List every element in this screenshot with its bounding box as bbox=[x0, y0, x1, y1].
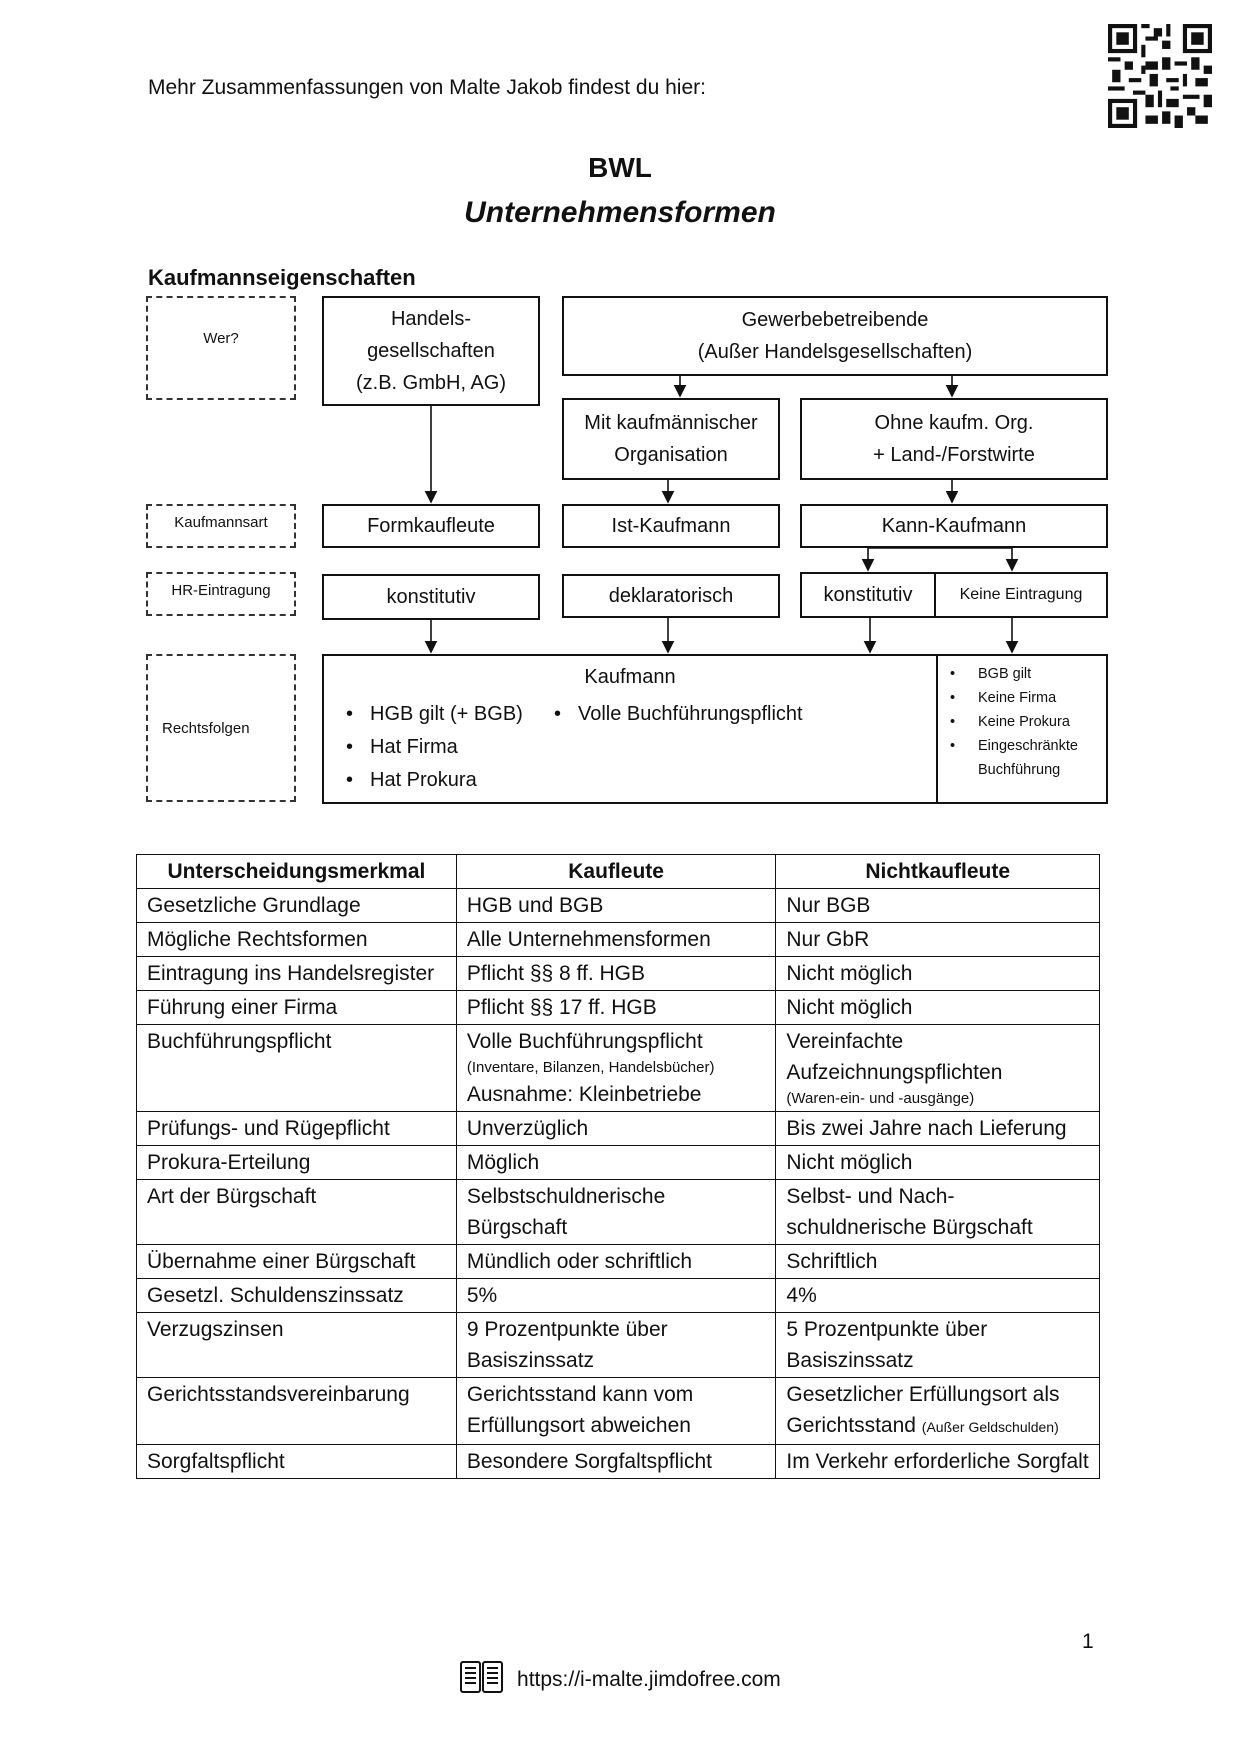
kaufmann-panel bbox=[324, 656, 938, 802]
table-cell: Pflicht §§ 17 ff. HGB bbox=[456, 991, 776, 1025]
box-hr-keine bbox=[934, 572, 1108, 618]
table-cell: Mögliche Rechtsformen bbox=[137, 923, 457, 957]
table-row bbox=[137, 1180, 1100, 1245]
table-row bbox=[137, 991, 1100, 1025]
box-kann-kaufmann-text: Kann-Kaufmann bbox=[881, 515, 1027, 537]
table-cell: Schriftlich bbox=[776, 1245, 1100, 1279]
row-label-wer-text: Wer? bbox=[203, 330, 239, 347]
table-cell: HGB und BGB bbox=[456, 889, 776, 923]
section-title: Kaufmannseigenschaften bbox=[148, 265, 416, 290]
table-row bbox=[137, 889, 1100, 923]
row-label-hr-text: HR-Eintragung bbox=[171, 581, 271, 599]
list-item: • Eingeschränkte Buchführung bbox=[938, 734, 1106, 782]
header-text: Mehr Zusammenfassungen von Malte Jakob findest du hier: bbox=[148, 76, 706, 99]
table-row bbox=[137, 1112, 1100, 1146]
table-cell bbox=[776, 1025, 1100, 1112]
box-ist-kaufmann-text: Ist-Kaufmann bbox=[611, 515, 731, 537]
table-cell: Gerichtsstand kann vom Erfüllungsort abweichen bbox=[456, 1378, 776, 1445]
box-handelsgesellschaften-line: gesellschaften bbox=[367, 340, 495, 362]
box-formkaufleute bbox=[322, 504, 540, 548]
table-cell: Mündlich oder schriftlich bbox=[456, 1245, 776, 1279]
row-label-kaufmannsart bbox=[146, 504, 296, 548]
table-row bbox=[137, 923, 1100, 957]
table-row bbox=[137, 957, 1100, 991]
box-ist-kaufmann bbox=[562, 504, 780, 548]
table-row bbox=[137, 1146, 1100, 1180]
table-cell-text: Ausnahme: Kleinbetriebe bbox=[466, 1083, 702, 1106]
page-title: Unternehmensformen bbox=[464, 196, 776, 229]
qr-code-icon bbox=[1108, 24, 1212, 128]
table-cell: Selbstschuldnerische Bürgschaft bbox=[456, 1180, 776, 1245]
table-cell: 9 Prozentpunkte über Basiszinssatz bbox=[456, 1313, 776, 1378]
table-cell: 5% bbox=[456, 1279, 776, 1313]
table-cell: Möglich bbox=[456, 1146, 776, 1180]
table-header: Kaufleute bbox=[456, 855, 776, 889]
list-item: • Keine Firma bbox=[938, 686, 1106, 710]
table-cell: Nicht möglich bbox=[776, 957, 1100, 991]
box-kann-kaufmann bbox=[800, 504, 1108, 548]
table-cell: Nur GbR bbox=[776, 923, 1100, 957]
box-hr-deklaratorisch-text: deklaratorisch bbox=[608, 585, 734, 607]
list-item: • Volle Buchführungspflicht bbox=[542, 698, 803, 731]
table-cell: Gesetzliche Grundlage bbox=[137, 889, 457, 923]
table-cell: Übernahme einer Bürgschaft bbox=[137, 1245, 457, 1279]
kaufmann-title: Kaufmann bbox=[584, 666, 676, 688]
box-ohne-org-line: Ohne kaufm. Org. bbox=[874, 412, 1034, 434]
table-cell: Unverzüglich bbox=[456, 1112, 776, 1146]
table-cell bbox=[456, 1025, 776, 1112]
table-cell-note: (Waren-ein- und -ausgänge) bbox=[786, 1090, 975, 1107]
list-item: • Hat Firma bbox=[334, 731, 523, 764]
table-cell: Prüfungs- und Rügepflicht bbox=[137, 1112, 457, 1146]
row-label-hr bbox=[146, 572, 296, 616]
box-mit-org-line: Mit kaufmännischer bbox=[584, 412, 758, 434]
box-handelsgesellschaften-line: (z.B. GmbH, AG) bbox=[355, 372, 507, 394]
list-item: • Keine Prokura bbox=[938, 710, 1106, 734]
table-cell bbox=[776, 1378, 1100, 1445]
table-header-row bbox=[137, 855, 1100, 889]
table-row bbox=[137, 1378, 1100, 1445]
box-gewerbetreibende bbox=[562, 296, 1108, 376]
footer-link[interactable]: https://i-malte.jimdofree.com bbox=[517, 1668, 781, 1691]
table-cell: Besondere Sorgfaltspflicht bbox=[456, 1445, 776, 1479]
list-item: • Hat Prokura bbox=[334, 764, 523, 797]
table-cell: Art der Bürgschaft bbox=[137, 1180, 457, 1245]
box-mit-org bbox=[562, 398, 780, 480]
table-row bbox=[137, 1313, 1100, 1378]
table-cell-text: Vereinfachte Aufzeichnungspflichten bbox=[786, 1030, 1003, 1084]
table-cell: Bis zwei Jahre nach Lieferung bbox=[776, 1112, 1100, 1146]
table-row bbox=[137, 1025, 1100, 1112]
table-cell-note: (Außer Geldschulden) bbox=[921, 1419, 1059, 1435]
table-cell: Nicht möglich bbox=[776, 991, 1100, 1025]
table-cell: Im Verkehr erforderliche Sorgfalt bbox=[776, 1445, 1100, 1479]
box-gewerbetreibende-line: Gewerbebetreibende bbox=[741, 309, 929, 331]
box-hr-kann-konstitutiv-text: konstitutiv bbox=[823, 584, 913, 606]
box-mit-org-line: Organisation bbox=[614, 444, 728, 466]
table-cell-text: Gesetzlicher Erfüllungsort als Gerichtsstand bbox=[786, 1383, 1060, 1437]
table-row bbox=[137, 1245, 1100, 1279]
page-subject: BWL bbox=[588, 152, 652, 183]
box-rechtsfolgen bbox=[322, 654, 1108, 804]
table-header: Nichtkaufleute bbox=[776, 855, 1100, 889]
box-hr-konstitutiv-text: konstitutiv bbox=[386, 586, 476, 608]
box-formkaufleute-text: Formkaufleute bbox=[367, 515, 495, 537]
list-item: • HGB gilt (+ BGB) bbox=[334, 698, 523, 731]
row-label-wer bbox=[146, 296, 296, 400]
box-handelsgesellschaften bbox=[322, 296, 540, 406]
row-label-rechtsfolgen-text: Rechtsfolgen bbox=[162, 719, 250, 737]
box-hr-kann-konstitutiv bbox=[800, 572, 936, 618]
table-cell: 5 Prozentpunkte über Basiszinssatz bbox=[776, 1313, 1100, 1378]
nichtkaufmann-list bbox=[938, 662, 1106, 782]
table-cell-text: Volle Buchführungspflicht bbox=[466, 1030, 703, 1053]
row-label-kaufmannsart-text: Kaufmannsart bbox=[174, 513, 268, 531]
table-header: Unterscheidungsmerkmal bbox=[137, 855, 457, 889]
list-item: • BGB gilt bbox=[938, 662, 1106, 686]
table-cell: Alle Unternehmensformen bbox=[456, 923, 776, 957]
box-hr-konstitutiv bbox=[322, 574, 540, 620]
row-label-rechtsfolgen bbox=[146, 654, 296, 802]
table-cell: 4% bbox=[776, 1279, 1100, 1313]
page-number: 1 bbox=[1082, 1630, 1094, 1653]
table-cell: Pflicht §§ 8 ff. HGB bbox=[456, 957, 776, 991]
box-hr-keine-text: Keine Eintragung bbox=[959, 586, 1083, 603]
box-gewerbetreibende-line: (Außer Handelsgesellschaften) bbox=[697, 341, 973, 363]
table-cell: Prokura-Erteilung bbox=[137, 1146, 457, 1180]
box-ohne-org bbox=[800, 398, 1108, 480]
table-cell: Nur BGB bbox=[776, 889, 1100, 923]
table-cell: Gerichtsstandsvereinbarung bbox=[137, 1378, 457, 1445]
kaufmann-list-right bbox=[542, 698, 803, 731]
notebook-icon bbox=[459, 1660, 505, 1700]
footer bbox=[0, 1660, 1240, 1700]
box-hr-deklaratorisch bbox=[562, 574, 780, 618]
kaufmann-list-left bbox=[334, 698, 523, 797]
table-cell: Verzugszinsen bbox=[137, 1313, 457, 1378]
table-cell: Eintragung ins Handelsregister bbox=[137, 957, 457, 991]
comparison-table bbox=[136, 854, 1100, 1479]
table-cell: Gesetzl. Schuldenszinssatz bbox=[137, 1279, 457, 1313]
table-cell: Buchführungspflicht bbox=[137, 1025, 457, 1112]
box-ohne-org-line: + Land-/Forstwirte bbox=[873, 444, 1035, 466]
table-cell: Nicht möglich bbox=[776, 1146, 1100, 1180]
table-cell-note: (Inventare, Bilanzen, Handelsbücher) bbox=[466, 1059, 715, 1076]
table-row bbox=[137, 1445, 1100, 1479]
table-row bbox=[137, 1279, 1100, 1313]
box-handelsgesellschaften-line: Handels- bbox=[390, 308, 472, 330]
table-cell: Führung einer Firma bbox=[137, 991, 457, 1025]
table-cell: Sorgfaltspflicht bbox=[137, 1445, 457, 1479]
table-cell: Selbst- und Nach-schuldnerische Bürgschaft bbox=[776, 1180, 1100, 1245]
